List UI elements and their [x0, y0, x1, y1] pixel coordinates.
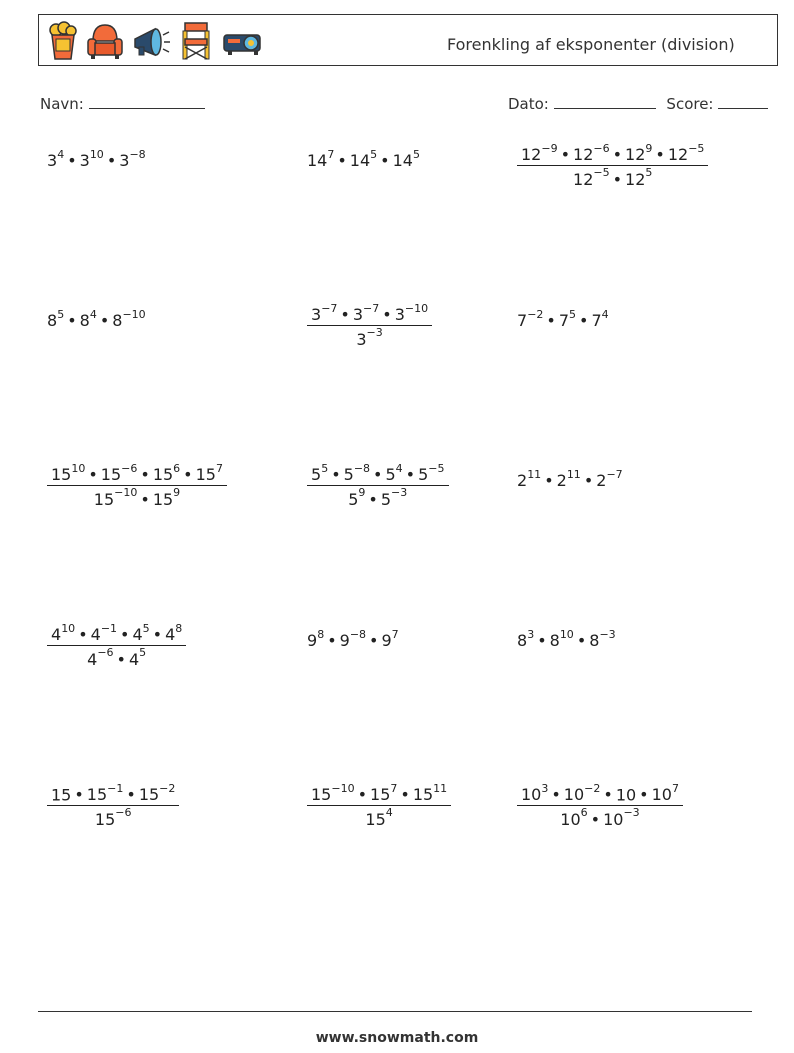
- base: 10: [651, 785, 672, 805]
- base: 10: [560, 809, 581, 829]
- multiply-dot: •: [576, 631, 587, 651]
- base: 8: [47, 311, 58, 331]
- power-term: [79, 308, 97, 331]
- multiply-dot: •: [612, 169, 623, 189]
- projector-icon: [221, 21, 263, 61]
- base: 14: [349, 151, 371, 171]
- power-term: [138, 782, 176, 805]
- exponent: −3: [366, 326, 383, 340]
- base: 15: [365, 809, 386, 829]
- exponent: −5: [428, 462, 445, 475]
- exponent: −1: [100, 622, 118, 635]
- multiply-dot: •: [369, 631, 379, 651]
- base: 12: [521, 145, 542, 165]
- power-term: [589, 628, 616, 651]
- exponent: 5: [569, 308, 577, 321]
- multiply-dot: •: [99, 311, 110, 331]
- popcorn-icon: [47, 21, 79, 61]
- exponent: 7: [390, 782, 398, 795]
- numerator: [517, 144, 708, 166]
- exponent: −2: [527, 308, 544, 321]
- power-term: [349, 148, 378, 171]
- base: 12: [667, 145, 689, 165]
- base: 15: [93, 489, 115, 509]
- power-term: [517, 468, 542, 491]
- base: 8: [79, 311, 90, 331]
- exponent: −8: [349, 628, 367, 641]
- multiply-dot: •: [405, 465, 416, 485]
- exponent: 5: [142, 622, 150, 635]
- name-line[interactable]: [89, 94, 205, 109]
- problem: [47, 464, 227, 509]
- exponent: −6: [115, 806, 132, 820]
- exponent: −8: [353, 462, 371, 475]
- power-term: [132, 622, 150, 645]
- problem: [47, 310, 146, 330]
- exponent: 4: [89, 308, 97, 321]
- multiply-dot: •: [78, 625, 88, 645]
- exponent: 10: [559, 628, 574, 641]
- exponent: 4: [601, 308, 609, 321]
- power-term: [128, 646, 147, 669]
- multiply-dot: •: [546, 311, 556, 331]
- page-title: Forenkling af eksponenter (division): [447, 35, 735, 54]
- base: 12: [573, 169, 594, 189]
- denominator: [307, 486, 449, 508]
- exponent: −6: [121, 462, 138, 475]
- power-term: [87, 646, 114, 669]
- base: 7: [558, 311, 570, 331]
- power-term: [311, 302, 338, 325]
- power-term: [560, 806, 588, 829]
- exponent: 10: [71, 462, 86, 475]
- exponent: −5: [593, 166, 610, 180]
- multiply-dot: •: [183, 465, 193, 485]
- exponent: 3: [541, 782, 549, 795]
- exponent: 7: [327, 148, 335, 161]
- multiply-dot: •: [551, 785, 561, 805]
- multiply-dot: •: [120, 625, 130, 645]
- power-term: [152, 462, 181, 485]
- base: 10: [563, 785, 585, 805]
- power-term: [47, 148, 65, 171]
- multiply-dot: •: [373, 465, 383, 485]
- power-term: [86, 782, 124, 805]
- base: 14: [307, 151, 328, 171]
- problem: [517, 630, 616, 650]
- exponent: 7: [671, 782, 679, 795]
- exponent: −2: [584, 782, 601, 795]
- multiply-dot: •: [88, 465, 98, 485]
- problem: [307, 784, 451, 829]
- base: 12: [625, 145, 646, 165]
- base: 8: [589, 631, 600, 651]
- multiply-dot: •: [560, 145, 571, 165]
- power-term: [394, 302, 429, 325]
- base: 12: [573, 145, 594, 165]
- power-term: [596, 468, 623, 491]
- power-term: [517, 628, 535, 651]
- problem: [517, 784, 683, 829]
- multiply-dot: •: [655, 145, 665, 165]
- base: 4: [87, 649, 98, 669]
- base: 15: [412, 785, 434, 805]
- power-term: [563, 782, 601, 805]
- base: 3: [356, 329, 367, 349]
- power-term: [195, 462, 223, 485]
- denominator: [517, 806, 683, 828]
- multiply-dot: •: [612, 145, 623, 165]
- power-term: [380, 486, 408, 509]
- multiply-dot: •: [67, 311, 77, 331]
- multiply-dot: •: [140, 465, 150, 485]
- base: 8: [549, 631, 560, 651]
- power-term: [165, 622, 183, 645]
- megaphone-icon: [131, 21, 171, 61]
- power-term: [573, 166, 610, 189]
- exponent: −10: [331, 782, 355, 795]
- power-term: [418, 462, 445, 485]
- base: 15: [94, 809, 116, 829]
- power-term: [616, 785, 636, 804]
- base: 10: [603, 809, 624, 829]
- numerator: [307, 464, 449, 486]
- fraction: [517, 784, 683, 829]
- exponent: −6: [97, 646, 114, 660]
- exponent: 3: [527, 628, 535, 641]
- exponent: 7: [215, 462, 223, 475]
- exponent: 10: [61, 622, 76, 635]
- power-term: [549, 628, 574, 651]
- problem: [307, 150, 420, 170]
- exponent: 5: [57, 308, 65, 321]
- problem: [517, 310, 609, 330]
- base: 7: [517, 311, 528, 331]
- base: 3: [47, 151, 58, 171]
- base: 8: [112, 311, 123, 331]
- multiply-dot: •: [544, 471, 554, 491]
- numerator: [47, 784, 179, 806]
- multiply-dot: •: [331, 465, 341, 485]
- base: 4: [132, 625, 143, 645]
- multiply-dot: •: [400, 785, 410, 805]
- exponent: 9: [358, 486, 366, 500]
- power-term: [51, 622, 76, 645]
- power-term: [573, 142, 610, 165]
- base: 5: [385, 465, 396, 485]
- exponent: 5: [412, 148, 420, 161]
- base: 3: [119, 151, 130, 171]
- exponent: −3: [599, 628, 616, 641]
- score-label: Score:: [666, 95, 714, 113]
- base: 3: [311, 305, 322, 325]
- numerator: [307, 304, 432, 326]
- power-term: [365, 806, 393, 829]
- footer-url: www.snowmath.com: [315, 1030, 479, 1046]
- power-term: [385, 462, 403, 485]
- power-term: [625, 166, 653, 189]
- power-term: [348, 486, 366, 509]
- base: 2: [596, 471, 607, 491]
- base: 7: [591, 311, 602, 331]
- base: 10: [521, 785, 542, 805]
- multiply-dot: •: [327, 631, 337, 651]
- problem: [517, 144, 708, 189]
- exponent: 11: [566, 468, 581, 481]
- base: 15: [370, 785, 391, 805]
- director-chair-icon: [177, 21, 215, 61]
- denominator: [47, 646, 186, 668]
- header: [38, 14, 778, 66]
- multiply-dot: •: [579, 311, 589, 331]
- base: 8: [517, 631, 528, 651]
- power-term: [79, 148, 104, 171]
- multiply-dot: •: [116, 649, 126, 669]
- multiply-dot: •: [152, 625, 163, 645]
- base: 15: [152, 465, 174, 485]
- score-line[interactable]: [718, 94, 768, 109]
- power-term: [100, 462, 138, 485]
- denominator: [47, 486, 227, 508]
- base: 3: [352, 305, 364, 325]
- exponent: −8: [129, 148, 146, 161]
- power-term: [152, 486, 181, 509]
- exponent: 4: [57, 148, 65, 161]
- base: 15: [100, 465, 122, 485]
- base: 4: [51, 625, 62, 645]
- base: 4: [128, 649, 140, 669]
- date-label: Dato:: [508, 95, 549, 113]
- base: 15: [311, 785, 332, 805]
- exponent: −3: [623, 806, 640, 820]
- base: 15: [138, 785, 160, 805]
- exponent: −9: [541, 142, 558, 155]
- base: 10: [615, 785, 637, 805]
- base: 5: [348, 489, 359, 509]
- date-line[interactable]: [554, 94, 656, 109]
- exponent: 8: [175, 622, 183, 635]
- denominator: [517, 166, 708, 188]
- exponent: −7: [606, 468, 623, 481]
- fraction: [307, 784, 451, 829]
- base: 15: [152, 489, 174, 509]
- fraction: [47, 464, 227, 509]
- power-term: [651, 782, 679, 805]
- multiply-dot: •: [590, 809, 601, 829]
- base: 2: [556, 471, 567, 491]
- numerator: [47, 624, 186, 646]
- power-term: [556, 468, 581, 491]
- power-term: [667, 142, 705, 165]
- multiply-dot: •: [583, 471, 594, 491]
- multiply-dot: •: [382, 305, 392, 325]
- multiply-dot: •: [74, 785, 84, 805]
- power-term: [307, 628, 325, 651]
- exponent: −3: [391, 486, 408, 500]
- power-term: [119, 148, 146, 171]
- exponent: −7: [363, 302, 380, 315]
- problem: [47, 624, 186, 669]
- multiply-dot: •: [337, 151, 347, 171]
- base: 4: [90, 625, 101, 645]
- power-term: [339, 628, 367, 651]
- base: 9: [307, 631, 318, 651]
- exponent: 9: [645, 142, 653, 155]
- multiply-dot: •: [368, 489, 378, 509]
- power-term: [93, 486, 138, 509]
- base: 12: [625, 169, 646, 189]
- base: 9: [339, 631, 350, 651]
- problem: [47, 150, 146, 170]
- exponent: −10: [114, 486, 138, 500]
- base: 5: [380, 489, 392, 509]
- power-term: [311, 462, 329, 485]
- exponent: −10: [404, 302, 429, 315]
- multiply-dot: •: [67, 151, 77, 171]
- name-field: [40, 94, 205, 113]
- exponent: 10: [89, 148, 104, 161]
- base: 3: [394, 305, 405, 325]
- exponent: −7: [321, 302, 338, 315]
- exponent: 6: [580, 806, 588, 820]
- power-term: [591, 308, 609, 331]
- base: 15: [86, 785, 108, 805]
- base: 15: [51, 785, 72, 805]
- multiply-dot: •: [639, 785, 649, 805]
- multiply-dot: •: [603, 785, 613, 805]
- exponent: 11: [433, 782, 448, 795]
- fraction: [47, 624, 186, 669]
- problem: [47, 784, 179, 829]
- power-term: [558, 308, 577, 331]
- name-label: Navn:: [40, 95, 84, 113]
- multiply-dot: •: [357, 785, 368, 805]
- exponent: 7: [391, 628, 399, 641]
- numerator: [47, 464, 227, 486]
- multiply-dot: •: [140, 489, 150, 509]
- date-score-field: [508, 94, 768, 113]
- exponent: −1: [107, 782, 124, 795]
- power-term: [51, 785, 71, 804]
- power-term: [47, 308, 65, 331]
- multiply-dot: •: [380, 151, 390, 171]
- power-term: [603, 806, 640, 829]
- power-term: [356, 326, 383, 349]
- fraction: [517, 144, 708, 189]
- fraction: [307, 304, 432, 349]
- power-term: [343, 462, 371, 485]
- exponent: 8: [317, 628, 325, 641]
- power-term: [90, 622, 118, 645]
- base: 4: [165, 625, 176, 645]
- power-term: [112, 308, 146, 331]
- exponent: 9: [173, 486, 181, 500]
- power-term: [521, 782, 549, 805]
- fraction: [307, 464, 449, 509]
- base: 3: [79, 151, 90, 171]
- power-term: [51, 462, 86, 485]
- exponent: 4: [395, 462, 403, 475]
- exponent: 6: [173, 462, 181, 475]
- denominator: [307, 326, 432, 348]
- footer-divider: [38, 1011, 752, 1012]
- problem: [517, 470, 623, 490]
- fraction: [47, 784, 179, 829]
- base: 15: [195, 465, 216, 485]
- multiply-dot: •: [126, 785, 136, 805]
- base: 5: [311, 465, 322, 485]
- denominator: [47, 806, 179, 828]
- power-term: [352, 302, 380, 325]
- multiply-dot: •: [340, 305, 350, 325]
- header-icons: [47, 21, 263, 61]
- multiply-dot: •: [106, 151, 117, 171]
- problem: [307, 630, 399, 650]
- power-term: [307, 148, 335, 171]
- power-term: [392, 148, 420, 171]
- base: 2: [517, 471, 528, 491]
- power-term: [381, 628, 399, 651]
- denominator: [307, 806, 451, 828]
- power-term: [370, 782, 398, 805]
- base: 5: [343, 465, 354, 485]
- exponent: 5: [139, 646, 147, 660]
- problem: [307, 304, 432, 349]
- power-term: [94, 806, 132, 829]
- power-term: [625, 142, 653, 165]
- exponent: 11: [527, 468, 542, 481]
- problem: [307, 464, 449, 509]
- base: 14: [392, 151, 413, 171]
- base: 5: [418, 465, 429, 485]
- exponent: −2: [159, 782, 176, 795]
- exponent: 5: [321, 462, 329, 475]
- power-term: [311, 782, 355, 805]
- multiply-dot: •: [537, 631, 547, 651]
- exponent: −5: [688, 142, 705, 155]
- power-term: [517, 308, 544, 331]
- power-term: [412, 782, 448, 805]
- base: 15: [51, 465, 72, 485]
- numerator: [517, 784, 683, 806]
- power-term: [521, 142, 558, 165]
- exponent: 5: [370, 148, 378, 161]
- exponent: 5: [645, 166, 653, 180]
- exponent: 4: [385, 806, 393, 820]
- numerator: [307, 784, 451, 806]
- exponent: −10: [122, 308, 146, 321]
- base: 9: [381, 631, 392, 651]
- exponent: −6: [593, 142, 610, 155]
- armchair-icon: [85, 21, 125, 61]
